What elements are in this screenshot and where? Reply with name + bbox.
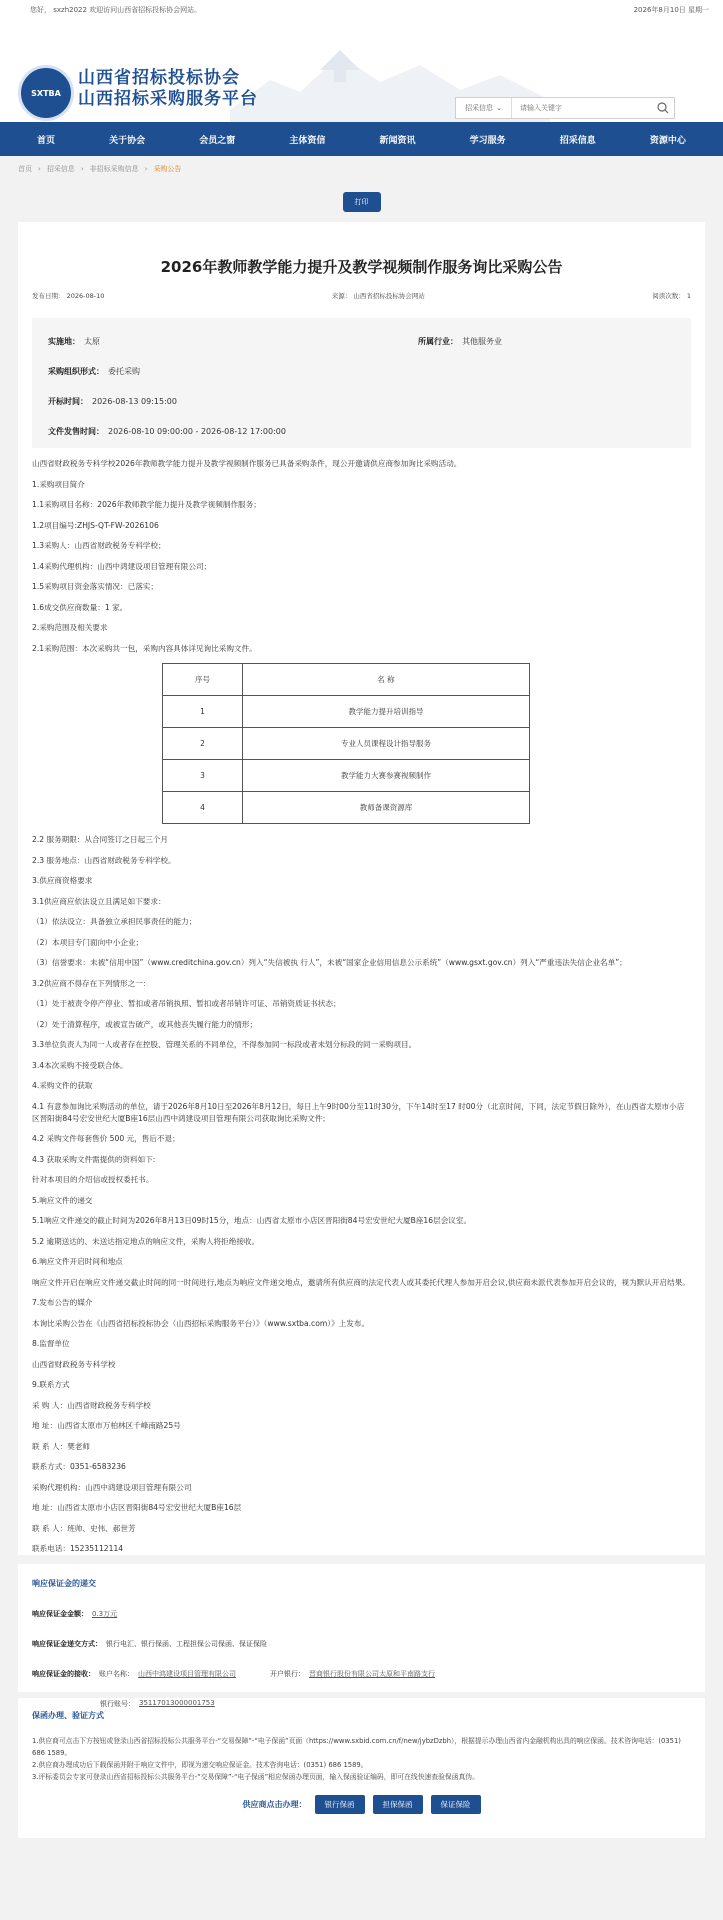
guarantee-line: 3.评标委员会专家可登录山西省招标投标公共服务平台-“交易保障”-“电子保函”相应保函办理页面，输入保函验证编码，即可在线快速查验保函真伪。 xyxy=(32,1772,479,1781)
article-meta xyxy=(32,284,691,306)
body-paragraph: （1）处于被责令停产停业、暂扣或者吊销执照、暂扣或者吊销许可证、吊销资质证书状态； xyxy=(32,999,341,1008)
bank-name: 晋商银行股份有限公司太原和平南路支行 xyxy=(309,1669,435,1678)
nav-item-news[interactable]: 新闻资讯 xyxy=(379,135,416,146)
nav-item-home[interactable]: 首页 xyxy=(37,135,56,146)
body-paragraph: 4.3 获取采购文件需提供的资料如下: xyxy=(32,1154,156,1164)
body-paragraph: 联系方式：0351-6583236 xyxy=(32,1462,126,1471)
breadcrumb: 首页 › 招采信息 › 非招标采购信息 › 采购公告 xyxy=(18,165,182,173)
site-header xyxy=(0,20,723,122)
body-paragraph: 8.监督单位 xyxy=(32,1339,70,1348)
table-row: 1 教学能力提升培训指导 xyxy=(163,696,530,728)
body-paragraph: 3.1供应商应依法设立且满足如下要求： xyxy=(32,896,166,906)
body-paragraph: 3.2供应商不得存在下列情形之一： xyxy=(32,978,151,988)
nav-item-learning[interactable]: 学习服务 xyxy=(469,135,506,146)
body-paragraph: （2）本项目专门面向中小企业； xyxy=(32,937,144,947)
search-icon[interactable] xyxy=(652,98,674,118)
guarantee-section xyxy=(18,1698,705,1838)
body-paragraph: 本询比采购公告在《山西省招标投标协会（山西招标采购服务平台）》（www.sxtba.com）》上发布。 xyxy=(32,1318,370,1328)
deposit-amount: 0.3万元 xyxy=(92,1609,118,1618)
body-paragraph: 联 系 人：班帅、史伟、郝世芳 xyxy=(32,1523,136,1533)
breadcrumb-non-tender[interactable]: 非招标采购信息 xyxy=(89,165,139,173)
doc-time-value: 2026-08-10 09:00:00 - 2026-08-12 17:00:00 xyxy=(108,426,286,436)
search-input[interactable] xyxy=(512,98,652,118)
body-paragraph: 地 址：山西省太原市万柏林区千峰南路25号 xyxy=(32,1421,181,1430)
top-bar xyxy=(0,0,723,20)
body-paragraph: 采购代理机构：山西中鸿建设项目管理有限公司 xyxy=(32,1482,192,1492)
print-button[interactable]: 打印 xyxy=(343,192,381,212)
body-paragraph: 4.1 有意参加询比采购活动的单位，请于2026年8月10日至2026年8月12日，每日上午9时00分至11时30分，下午14时至17 时00分（北京时间，下同，法定节假日除外），在山西省太原市小店区晋阳街84号宏安世纪大厦B座16层山西中鸿建设项目管理有限公司获取询比采购文件； xyxy=(32,1101,685,1123)
items-table xyxy=(162,663,530,824)
body-paragraph: 6.响应文件开启时间和地点 xyxy=(32,1257,123,1266)
table-row: 3 教学能力大赛参赛视频制作 xyxy=(163,760,530,792)
brand-title[interactable] xyxy=(78,68,258,110)
body-paragraph: 1.4采购代理机构：山西中鸿建设项目管理有限公司； xyxy=(32,561,212,571)
chevron-down-icon: ⌄ xyxy=(496,104,502,112)
guarantee-buttons-label: 供应商点击办理： xyxy=(242,1799,307,1809)
body-paragraph: 联 系 人：樊老师 xyxy=(32,1441,90,1451)
deposit-title: 响应保证金的递交 xyxy=(32,1578,96,1588)
body-paragraph: 1.2项目编号:ZHJS-QT-FW-2026106 xyxy=(32,520,159,530)
bank-guarantee-button[interactable]: 银行保函 xyxy=(315,1795,365,1814)
body-paragraph: （3）信誉要求：未被“信用中国”（www.creditchina.gov.cn）列入“失信被执 行人”，未被“国家企业信用信息公示系统”（www.gsxt.gov.cn）列入“严重违法失信企业名单”； xyxy=(32,958,627,967)
article-source: 来源： 山西省招标投标协会网站 xyxy=(331,291,425,300)
publish-date: 发布日期： 2026-08-10 xyxy=(32,291,105,300)
body-paragraph: 3.3单位负责人为同一人或者存在控股、管理关系的不同单位，不得参加同一标段或者未划分标段的同一采购项目。 xyxy=(32,1040,417,1049)
search-category-select[interactable]: 招采信息 ⌄ xyxy=(456,98,512,118)
body-paragraph: 1.采购项目简介 xyxy=(32,479,85,489)
account-number: 35117013000001753 xyxy=(139,1698,215,1707)
org-form-value: 委托采购 xyxy=(108,366,140,376)
article-title: 2026年教师教学能力提升及教学视频制作服务询比采购公告 xyxy=(160,258,563,276)
body-paragraph: 响应文件开启在响应文件递交截止时间的同一时间进行,地点为响应文件递交地点，邀请所有供应商的法定代表人或其委托代理人参加开启会议,供应商未派代表参加开启会议的，视为默认开启结果。 xyxy=(32,1277,690,1287)
body-paragraph: 2.采购范围及相关要求 xyxy=(32,623,108,632)
logo-icon[interactable]: SXTBA xyxy=(18,65,74,121)
location-value: 太原 xyxy=(84,336,100,346)
nav-item-about[interactable]: 关于协会 xyxy=(109,135,146,146)
industry-value: 其他服务业 xyxy=(462,336,502,346)
breadcrumb-procurement[interactable]: 招采信息 xyxy=(46,165,75,173)
main-nav xyxy=(0,122,723,156)
greeting-text: 您好， sxzh2022 欢迎访问山西省招标投标协会网站。 xyxy=(30,6,202,14)
guarantee-title: 保函办理、验证方式 xyxy=(32,1710,104,1720)
date-text: 2026年8月10日 星期一 xyxy=(633,6,709,14)
body-paragraph: 5.响应文件的递交 xyxy=(32,1195,93,1205)
project-info-box: 实施地： 太原 所属行业： 其他服务业 采购组织形式： 委托采购 开标时间： 2026-08-13 09:15:00 文件发售时间： 2026-08-10 09:00:00 - 2026-08-12 17:00:00 xyxy=(32,318,691,448)
body-paragraph: 2.3 服务地点：山西省财政税务专科学校。 xyxy=(32,855,176,865)
body-paragraph: 4.2 采购文件每套售价 500 元，售后不退； xyxy=(32,1134,180,1143)
breadcrumb-current: 采购公告 xyxy=(153,165,182,173)
body-paragraph: 1.6成交供应商数量：1 家。 xyxy=(32,602,128,612)
table-header: 序号 xyxy=(163,664,243,696)
view-count: 阅读次数： 1 xyxy=(652,291,691,300)
body-paragraph: 2.2 服务期限：从合同签订之日起三个月 xyxy=(32,835,168,844)
nav-item-resources[interactable]: 资源中心 xyxy=(649,135,686,146)
body-paragraph: 山西省财政税务专科学校2026年教师教学能力提升及教学视频制作服务已具备采购条件，现公开邀请供应商参加询比采购活动。 xyxy=(32,459,462,468)
brand-line2: 山西招标采购服务平台 xyxy=(78,89,258,109)
table-row: 4 教师备课资源库 xyxy=(163,792,530,824)
search-box xyxy=(455,97,675,119)
body-paragraph: 1.3采购人：山西省财政税务专科学校； xyxy=(32,541,166,550)
body-paragraph: 5.1响应文件递交的截止时间为2026年8月13日09时15分，地点：山西省太原市小店区晋阳街84号宏安世纪大厦B座16层会议室。 xyxy=(32,1216,472,1225)
body-paragraph: 采 购 人：山西省财政税务专科学校 xyxy=(32,1400,151,1410)
nav-item-members[interactable]: 会员之窗 xyxy=(199,135,236,146)
nav-item-credit[interactable]: 主体资信 xyxy=(289,135,326,146)
table-header: 名 称 xyxy=(243,664,530,696)
body-paragraph: 3.供应商资格要求 xyxy=(32,876,93,885)
article-card xyxy=(18,222,705,1555)
body-paragraph: （1）依法设立：具备独立承担民事责任的能力； xyxy=(32,917,197,926)
body-paragraph: （2）处于清算程序，或被宣告破产，或其他丧失履行能力的情形； xyxy=(32,1019,258,1029)
body-paragraph: 山西省财政税务专科学校 xyxy=(32,1359,116,1369)
body-paragraph: 7.发布公告的媒介 xyxy=(32,1298,93,1307)
nav-item-procurement[interactable]: 招采信息 xyxy=(559,135,596,146)
brand-line1: 山西省招标投标协会 xyxy=(78,68,240,88)
insurance-guarantee-button[interactable]: 保证保险 xyxy=(431,1795,481,1814)
body-paragraph: 4.采购文件的获取 xyxy=(32,1081,93,1090)
open-time-value: 2026-08-13 09:15:00 xyxy=(92,396,177,406)
surety-guarantee-button[interactable]: 担保保函 xyxy=(373,1795,423,1814)
body-paragraph: 5.2 逾期送达的、未送达指定地点的响应文件，采购人将拒绝接收。 xyxy=(32,1236,260,1246)
deposit-method: 银行电汇、银行保函、工程担保公司保函、保证保险 xyxy=(106,1639,267,1648)
body-paragraph: 3.4本次采购不接受联合体。 xyxy=(32,1060,128,1070)
body-paragraph: 1.1采购项目名称：2026年教师教学能力提升及教学视频制作服务； xyxy=(32,500,261,509)
guarantee-line: 2.供应商办理成功后下载保函并附于响应文件中，即视为递交响应保证金。技术咨询电话：(0351) 686 1589。 xyxy=(32,1760,368,1769)
article-body xyxy=(32,448,691,1555)
breadcrumb-home[interactable]: 首页 xyxy=(18,165,32,173)
body-paragraph: 1.5采购项目资金落实情况：已落实； xyxy=(32,582,158,591)
guarantee-line: 1.供应商可点击下方按钮或登录山西省招标投标公共服务平台-“交易保障”-“电子保函”页面（https://www.sxbid.com.cn/f/new/jybzDzbh），根据提示办理山西省内金融机构出具的响应保函。技术咨询电话：(0351) 686 1589。 xyxy=(32,1736,681,1757)
account-name: 山西中鸿建设项目管理有限公司 xyxy=(138,1669,236,1678)
body-paragraph: 2.1采购范围：本次采购共一包，采购内容具体详见询比采购文件。 xyxy=(32,643,257,653)
table-row: 2 专业人员课程设计指导服务 xyxy=(163,728,530,760)
deposit-section: 响应保证金的递交 响应保证金金额： 0.3万元 响应保证金递交方式： 银行电汇、银行保函、工程担保公司保函、保证保险 响应保证金的接收： 账户名称： 山西中鸿建设项目管理有限公司 开户银行： 晋商银行股份有限公司太原和平南路支行 银行账号： 35117013000001753 xyxy=(18,1564,705,1692)
body-paragraph: 联系电话：15235112114 xyxy=(32,1544,124,1553)
body-paragraph: 地 址：山西省太原市小店区晋阳街84号宏安世纪大厦B座16层 xyxy=(32,1503,242,1512)
body-paragraph: 9.联系方式 xyxy=(32,1380,70,1389)
body-paragraph: 针对本项目的介绍信或授权委托书。 xyxy=(32,1175,154,1184)
